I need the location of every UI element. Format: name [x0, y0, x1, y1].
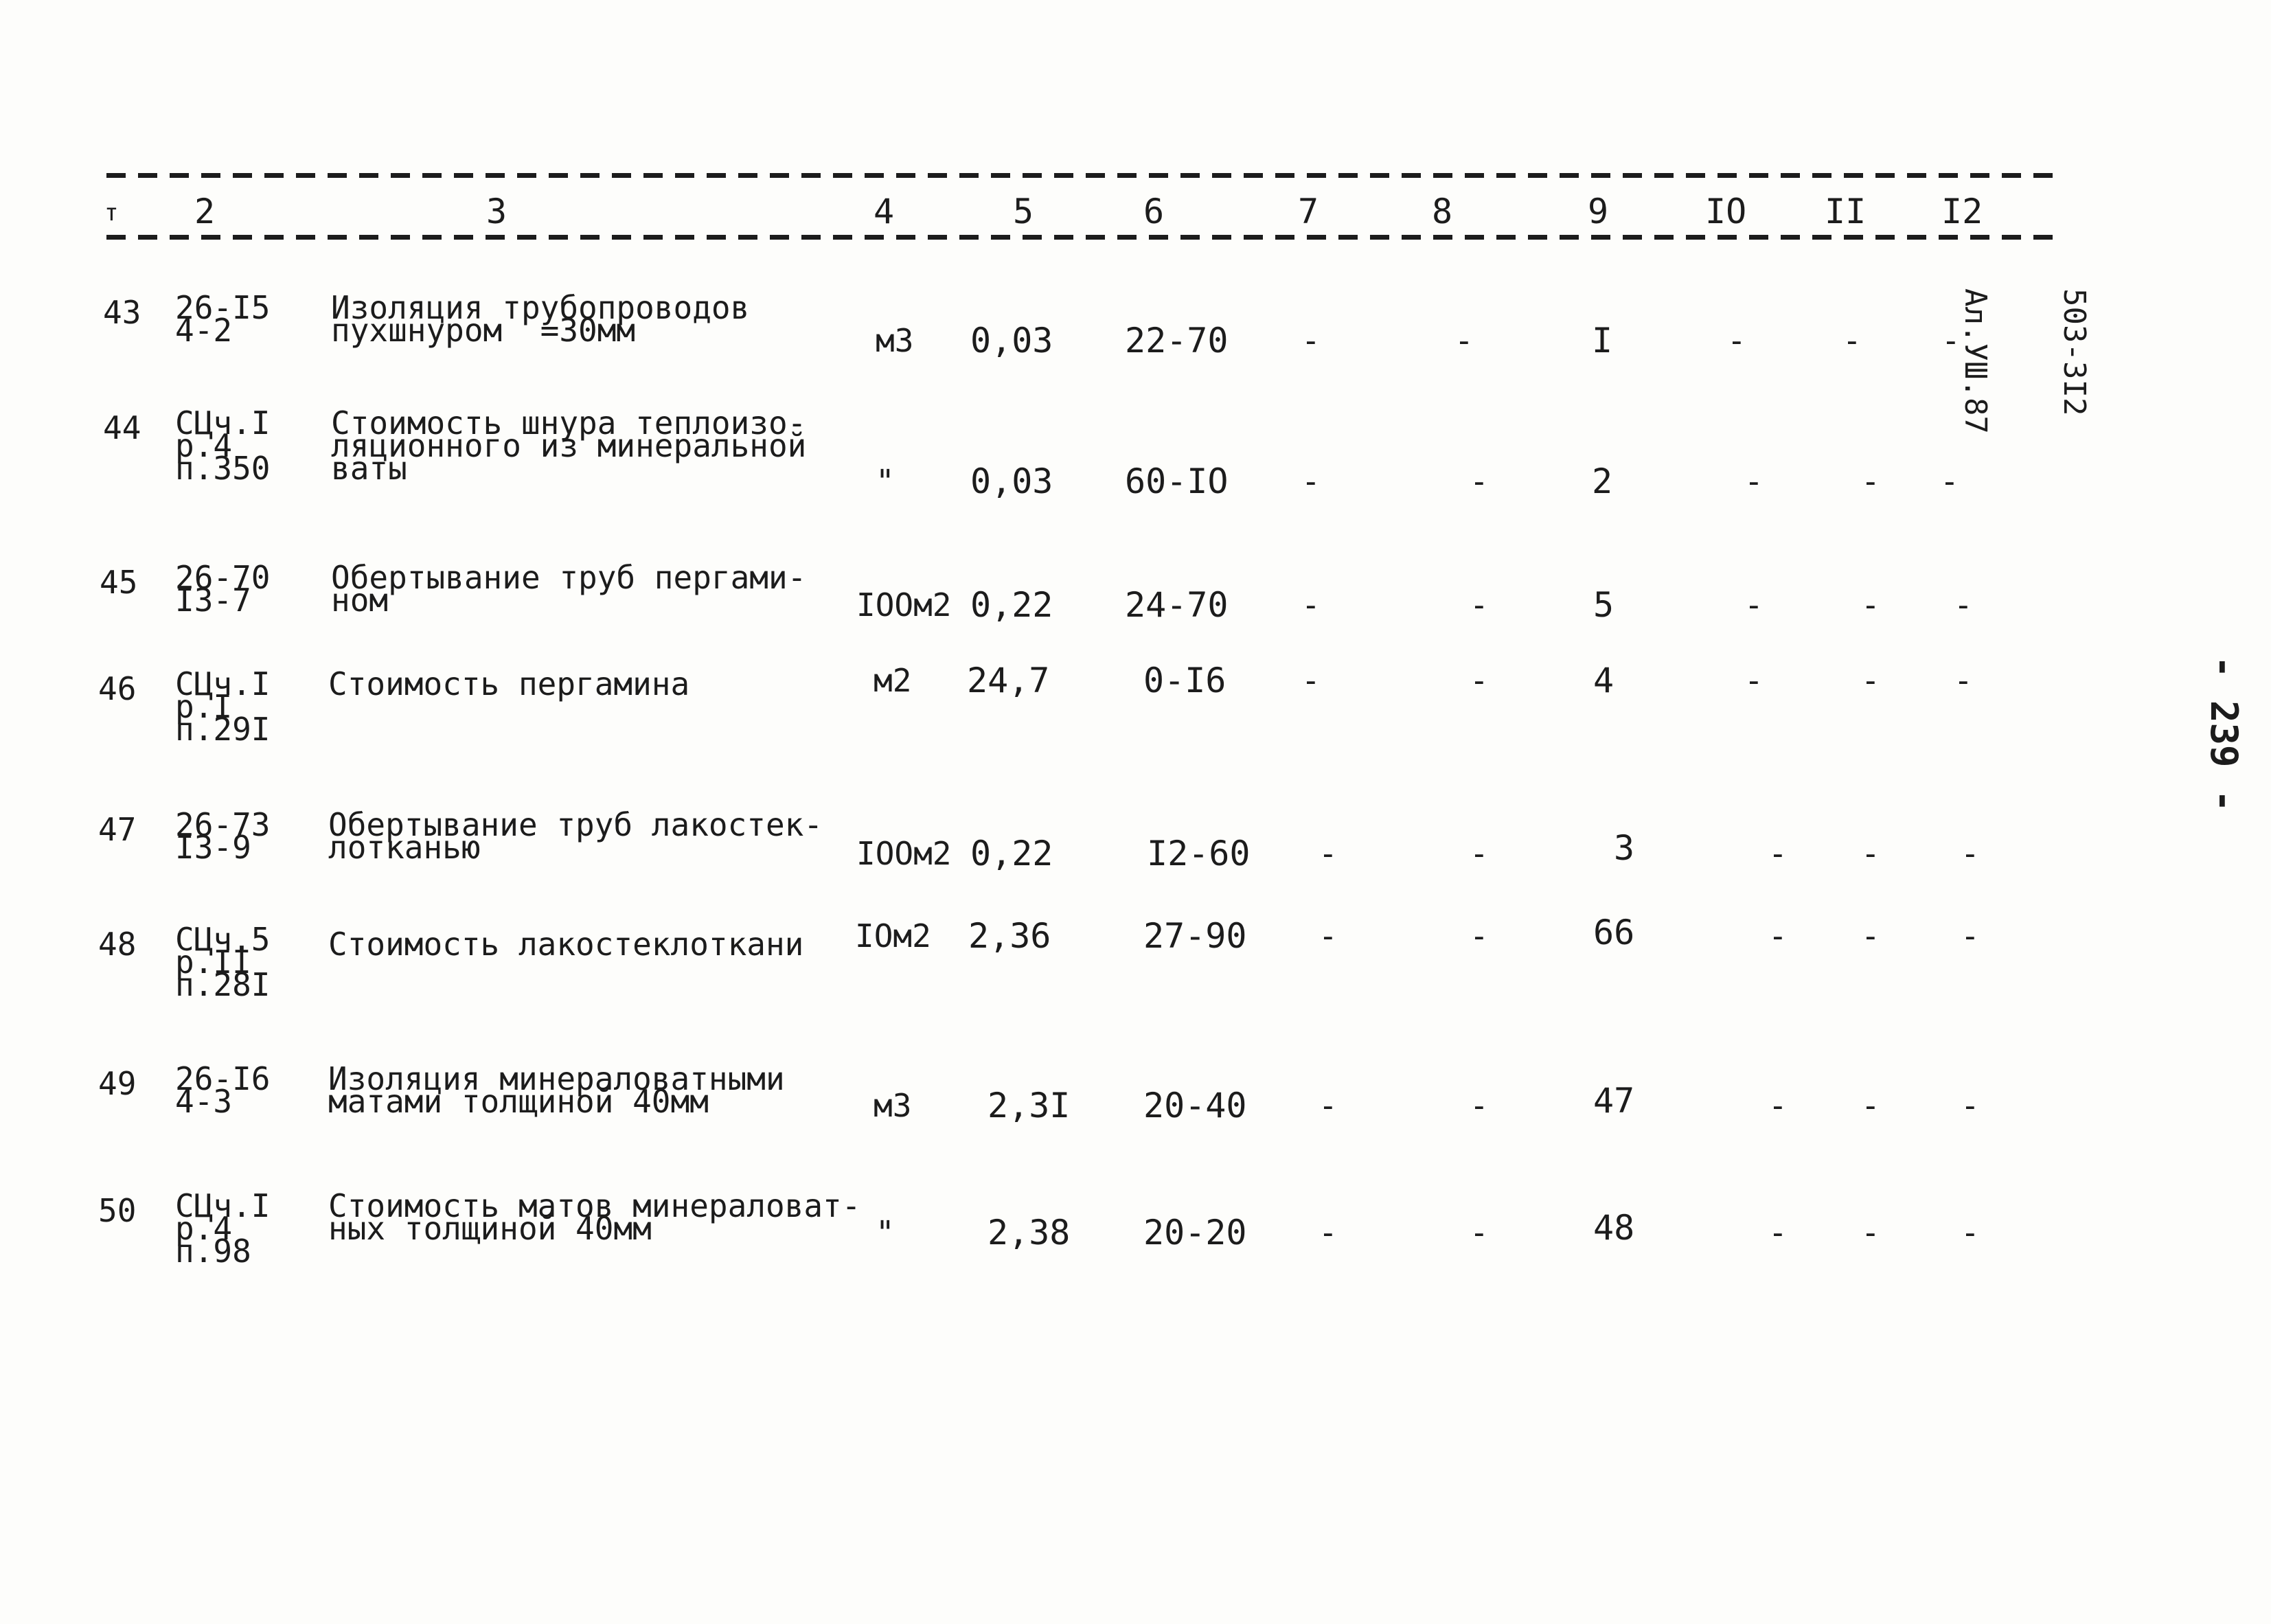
- row-unit: IOOм2: [856, 835, 952, 872]
- row-col8: -: [1470, 917, 1489, 954]
- row-number: 44: [103, 409, 141, 446]
- row-description: Изоляция минераловатными матами толщиной 40мм: [328, 1060, 785, 1120]
- document-code-line1: 503-3I2: [2057, 288, 2092, 416]
- row-col11: -: [1861, 586, 1880, 624]
- row-col10: -: [1744, 662, 1764, 699]
- row-col12: -: [1940, 463, 1959, 500]
- col-header-1: т: [104, 199, 119, 227]
- row-number: 47: [98, 811, 137, 848]
- row-col10: -: [1768, 835, 1788, 872]
- row-col10: -: [1768, 1214, 1788, 1251]
- page-number: - 239 -: [2202, 656, 2246, 812]
- row-col7: -: [1319, 1214, 1338, 1251]
- row-description: Обертывание труб пергами- ном: [331, 559, 807, 619]
- row-col8: -: [1470, 662, 1489, 699]
- row-col8: -: [1470, 1214, 1489, 1251]
- document-code: [1893, 288, 2156, 434]
- row-col7: -: [1319, 1087, 1338, 1124]
- row-quantity: 0,22: [970, 585, 1053, 625]
- col-header-10: IO: [1705, 192, 1747, 231]
- row-code: 26-70 I3-7: [175, 559, 271, 619]
- row-col11: -: [1861, 917, 1880, 954]
- row-unit: IOм2: [855, 917, 931, 954]
- row-price: 20-20: [1143, 1213, 1247, 1253]
- row-quantity: 2,3I: [988, 1086, 1071, 1125]
- row-col11: -: [1861, 1087, 1880, 1124]
- row-col12: -: [1961, 1214, 1980, 1251]
- row-col9: 5: [1593, 585, 1614, 625]
- row-col7: -: [1319, 835, 1338, 872]
- col-header-3: 3: [486, 192, 507, 231]
- row-col7: -: [1319, 917, 1338, 954]
- row-code: СЦч.I р.4 п.350: [175, 404, 271, 487]
- row-col12: -: [1961, 1087, 1980, 1124]
- row-number: 45: [100, 564, 138, 601]
- row-col9: 66: [1593, 913, 1635, 952]
- row-price: 20-40: [1143, 1086, 1247, 1125]
- row-unit: ": [876, 1214, 895, 1251]
- row-col9: 47: [1593, 1081, 1635, 1121]
- row-col9: I: [1592, 321, 1613, 361]
- row-col9: 2: [1592, 461, 1613, 501]
- row-col7: -: [1301, 463, 1321, 500]
- col-header-4: 4: [874, 192, 895, 231]
- row-unit: м3: [874, 1087, 912, 1124]
- row-number: 50: [98, 1192, 137, 1229]
- row-col10: -: [1744, 586, 1764, 624]
- row-number: 43: [103, 294, 141, 331]
- row-quantity: 2,38: [988, 1213, 1071, 1253]
- row-description: Обертывание труб лакостек- лотканью: [328, 806, 823, 866]
- row-col11: -: [1861, 662, 1880, 699]
- row-code: 26-73 I3-9: [175, 806, 271, 866]
- row-number: 49: [98, 1065, 137, 1102]
- col-header-5: 5: [1013, 192, 1034, 231]
- row-col12: -: [1941, 322, 1961, 359]
- row-unit: IOOм2: [856, 586, 952, 624]
- row-number: 48: [98, 926, 137, 963]
- row-unit: м2: [874, 662, 912, 699]
- row-code: 26-I6 4-3: [175, 1060, 271, 1120]
- row-col10: -: [1768, 1087, 1788, 1124]
- row-col11: -: [1842, 322, 1862, 359]
- row-col8: -: [1470, 586, 1489, 624]
- header-top-rule: [106, 173, 2064, 178]
- row-col9: 4: [1593, 661, 1614, 700]
- row-quantity: 24,7: [967, 661, 1050, 700]
- row-price: 60-IO: [1125, 461, 1229, 501]
- header-bottom-rule: [106, 235, 2064, 240]
- row-col9: 3: [1614, 828, 1635, 868]
- row-col9: 48: [1593, 1208, 1635, 1248]
- row-col8: -: [1470, 1087, 1489, 1124]
- row-code: СЦч.I р.4 п.98: [175, 1187, 271, 1270]
- col-header-7: 7: [1298, 192, 1319, 231]
- row-price: 27-90: [1143, 916, 1247, 956]
- col-header-12: I2: [1941, 192, 1983, 231]
- row-col7: -: [1301, 586, 1321, 624]
- row-code: СЦч.5 р.II п.28I: [175, 921, 271, 1003]
- row-number: 46: [98, 670, 137, 707]
- row-unit: м3: [876, 322, 914, 359]
- row-description: Стоимость лакостеклоткани: [328, 926, 804, 963]
- row-col10: -: [1727, 322, 1746, 359]
- row-price: 0-I6: [1143, 661, 1226, 700]
- row-price: 22-70: [1125, 321, 1229, 361]
- row-col12: -: [1961, 835, 1980, 872]
- row-col7: -: [1301, 322, 1321, 359]
- row-description: Стоимость шнура теплоизо- ляционного из минеральной ваты: [331, 404, 807, 487]
- row-unit: ": [876, 463, 895, 500]
- row-col11: -: [1861, 1214, 1880, 1251]
- row-col12: -: [1954, 662, 1973, 699]
- row-quantity: 0,03: [970, 461, 1053, 501]
- document-code-line2: Ал.УШ.87: [1958, 288, 1993, 434]
- row-price: 24-70: [1125, 585, 1229, 625]
- col-header-2: 2: [194, 192, 216, 231]
- row-quantity: 2,36: [968, 916, 1051, 956]
- row-col8: -: [1454, 322, 1474, 359]
- row-col8: -: [1470, 463, 1489, 500]
- row-quantity: 0,03: [970, 321, 1053, 361]
- col-header-8: 8: [1432, 192, 1453, 231]
- row-price: I2-60: [1147, 834, 1251, 873]
- row-col7: -: [1301, 662, 1321, 699]
- row-description: Стоимость матов минераловат- ных толщиной 40мм: [328, 1187, 861, 1247]
- row-col12: -: [1954, 586, 1973, 624]
- row-code: 26-I5 4-2: [175, 289, 271, 349]
- row-col11: -: [1861, 835, 1880, 872]
- row-description: Стоимость пергамина: [328, 665, 690, 702]
- row-code: СЦч.I р.I п.29I: [175, 665, 271, 748]
- col-header-6: 6: [1143, 192, 1165, 231]
- row-col11: -: [1861, 463, 1880, 500]
- row-quantity: 0,22: [970, 834, 1053, 873]
- col-header-11: II: [1825, 192, 1867, 231]
- row-col10: -: [1744, 463, 1764, 500]
- row-col12: -: [1961, 917, 1980, 954]
- row-description: Изоляция трубопроводов пухшнуром =30мм: [331, 289, 750, 349]
- col-header-9: 9: [1588, 192, 1609, 231]
- row-col8: -: [1470, 835, 1489, 872]
- row-col10: -: [1768, 917, 1788, 954]
